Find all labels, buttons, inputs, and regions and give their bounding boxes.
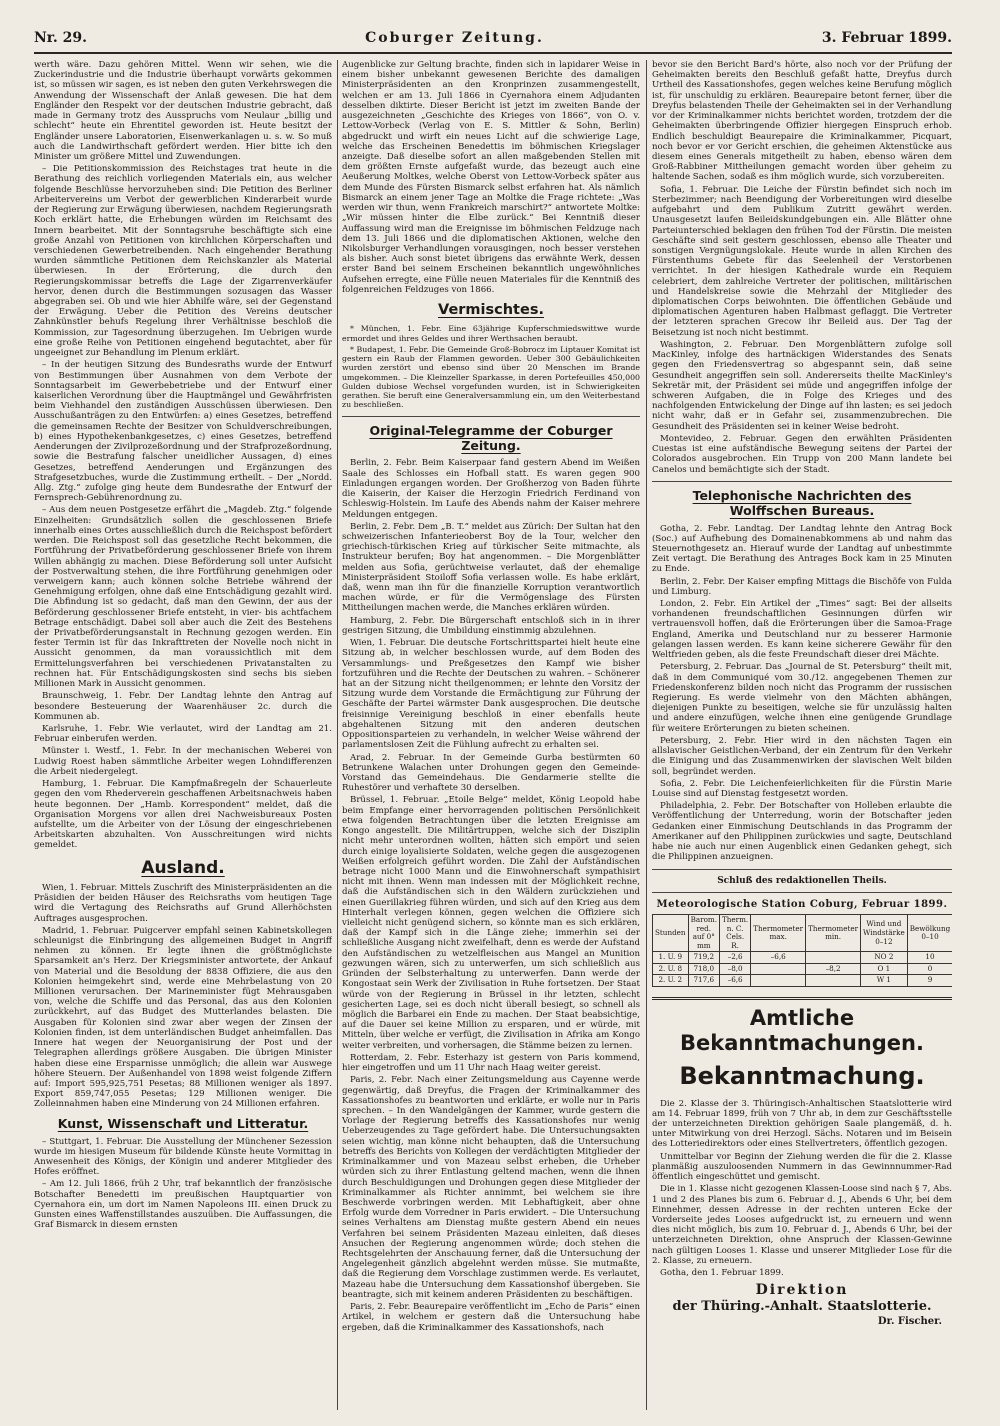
table-cell: 718,0 — [688, 963, 719, 975]
section-heading-wolff: Telephonische Nachrichten des Wolffschen Bureaus. — [692, 487, 912, 518]
telegram: Arad, 2. Februar. In der Gemeinde Gurba bestürmten 60 Betrunkene Walachen unter Drohungen gegen den Gemeinde-Vorstand das Gemeindehaus. Die Gendarmerie stellte die Ruhestörer und verhaftete 30 derselben. — [342, 752, 640, 794]
weather-header-cell: Thermometer min. — [806, 915, 861, 952]
telegram: Paris, 2. Febr. Nach einer Zeitungsmeldung aus Cayenne werde gegenwärtig, daß Dreyfus, die Fragen der Kriminalkammer des Kassationshofes zu beantworten und erklärte, er wolle nur in Paris sprechen. – In den Wandelgängen der Kammer, wurde gestern die Vorlage der Regierung betreffs des Kassationshofes nur wenig Ueberzeugendes zu Tage gefördert habe. Die Untersuchungsakten seien wichtig, man könne nicht behaupten, daß die Untersuchung betreffs des Berichts von Kollegen der verdächtigten Mitglieder der Kriminalkammer und von Mazeau selbst erheben, die Urheber würden sich zu ihrer Entlastung geltend machen, wenn die ihnen durch Beschuldigungen und Drohungen gegen diese Mitglieder der Kriminalkammer als Richter annimmt, bei welchem sie ihre Beschwerde vorbringen werden. Mit Lebhaftigkeit, aber ohne Erfolg wurde dem Vorredner in Paris erwidert. – Die Untersuchung seines Verhaltens am Dienstag mußte gestern Abend ein neues Verfahren bei seinem Präsidenten Mazeau einleiten, daß dieses Ansuchen der Regierung angenommen würde; doch stehen die Rechtsgelehrten der Anschauung ferner, daß die Untersuchung der Angelegenheit gänzlich abgelehnt werden müsse. Sie mutmaßte, daß die Regierung dem Vorschlage zustimmen werde. Es verlautet, Mazeau habe die Untersuchung dem Kassationshof übergeben. Sie beantragte, sich mit keinem anderen Präsidenten zu beschäftigen. — [342, 1075, 640, 1300]
signature-direktion: Direktion — [755, 1282, 849, 1299]
telegram: Berlin, 2. Febr. Beim Kaiserpaar fand gestern Abend im Weißen Saale des Schlosses ein Hofball statt. Es waren gegen 900 Einladungen ergangen worden. Der Großherzog von Baden führte die Kaiserin, der Kaiser die Herzogin Friedrich Ferdinand von Schleswig-Holstein. Im Laufe des Abends nahm der Kaiser mehrere Meldungen entgegen. — [342, 458, 640, 520]
table-row — [653, 975, 953, 987]
section-divider — [652, 892, 952, 893]
telegram: Gotha, 2. Febr. Landtag. Der Landtag lehnte den Antrag Bock (Soc.) auf Aufhebung des Domainenabkommens ab und nahm das Steuernothgesetz an. Hierauf wurde der Landtag auf unbestimmte Zeit vertagt. Die Berathung des Antrages Bock kam in 25 Minuten zu Ende. — [652, 523, 952, 575]
section-divider — [342, 416, 640, 417]
article-paragraph: werth wäre. Dazu gehören Mittel. Wenn wir sehen, wie die Zuckerindustrie und die Industrie überhaupt vorwärts gekommen ist, so müssen wir sagen, es ist neben den guten Verkehrswegen die Anwendung der Wissenschaft der Anlaß gewesen. Die hat dem Engländer den Respekt vor der deutschen Industrie gebracht, daß made in Germany trotz des Ausspruchs vom Neulaur „billig und schlecht“ heute ein Ehrentitel geworden ist. Heute besitzt der Engländer unsere Laboratorien, Eisenwerkanlagen u. s. w. So muß auch die Landwirthschaft gefördert werden. Hier bitte ich den Minister um größere Mittel und Zuwendungen. — [34, 60, 332, 162]
telegram: Petersburg, 2. Febr. Hier wird in den nächsten Tagen ein allslavischer Geistlichen-Verband, der ein Zentrum für den Verkehr die Einigung und das Zusammenwirken der slavischen Welt bilden soll, begründet werden. — [652, 735, 952, 777]
table-cell: 719,2 — [688, 952, 719, 964]
masthead — [34, 24, 952, 54]
announcement-place-date: Gotha, den 1. Februar 1899. — [660, 1268, 784, 1279]
column-rule-left — [337, 60, 338, 1410]
weather-header-cell: Wind und Windstärke 0–12 — [861, 915, 908, 952]
news-brief: Madrid, 1. Februar. Puigcerver empfahl seinen Kabinetskollegen schleunigst die Einbringung des allgemeinen Budget in Angriff nehmen zu können. Er legte ihnen die größtmöglichste Sparsamkeit an's Herz. Der Kriegsminister antwortete, der Ankauf von Material und die Besoldung der 8838 Offiziere, die aus den Kolonien heimgekehrt sind, werde eine Mehrbelastung von 20 Millionen verursachen. Der Marineminister fügt Mehrausgaben von, welche die Schiffe und das Personal, das aus den Kolonien zurückkehrt, auf das Budget des Mutterlandes belasten. Die Ausgaben für Kolonien sind zwar aber wegen der Zinsen der Kolonien finden, ist dem unterländischen Budget anheimfallen. Das Innere hat wegen der Neuorganisirung der Post und der Telegraphen allerdings größere Ausgaben. Die übrigen Minister haben diese eine Ersparnisse unmöglich; die allein war Auswege höhere Steuern. Der Außenhandel von 1898 weist folgende Ziffern auf: Import 595,925,751 Pesetas; 88 Millionen weniger als 1897. Export 859,747,055 Pesetas; 129 Millionen weniger. Die Zolleinnahmen haben eine Minderung von 24 Millionen erfahren. — [34, 925, 332, 1110]
weather-table-title: Meteorologische Station Coburg, Februar 1899. — [656, 899, 948, 911]
article-paragraph: – Aus dem neuen Postgesetze erfährt die „Magdeb. Ztg.“ folgende Einzelheiten: Grundsätzlich sollen die geschlossenen Briefe innerhalb eines Ortes ausschließlich durch die Reichspost befördert werden. Die Reichspost soll das gesetzliche Recht bekommen, die Fortführung der Privatbeförderung geschlossener Briefe von ihrem Willen abhängig zu machen. Diese Beförderung soll unter Aufsicht der Postverwaltung stehen, die ihre Fortführung genehmigen oder verweigern kann; auch können solche Betriebe während der Genehmigung erfolgen, ohne daß eine Entschädigung gezahlt wird. Die Abfindung ist so gedacht, daß man den Gewinn, der aus der Beförderung geschlossener Briefe entsteht, in vier- bis achtfachem Betrage entschädigt. Dabei soll aber auch die Zeit des Bestehens der Privatbeförderungsanstalt in Rechnung gezogen werden. Ein fester Termin ist für das Inkrafttreten der Novelle noch nicht in Aussicht genommen, da man voraussichtlich mit dem Ermittelungsverfahren bei verschiedenen Privatanstalten zu rechnen hat. Für Entschädigungskosten sind sechs bis sieben Millionen Mark in Aussicht genommen. — [34, 505, 332, 690]
telegram: Sofia, 2. Febr. Die Leichenfeierlichkeiten für die Fürstin Marie Louise sind auf Dienstag festgesetzt worden. — [652, 778, 952, 799]
table-cell: 1. U. 9 — [653, 952, 689, 964]
weather-header-cell: Thermometer max. — [751, 915, 806, 952]
table-cell — [806, 975, 861, 987]
issue-number: Nr. 29. — [34, 30, 87, 46]
table-cell: 717,6 — [688, 975, 719, 987]
telegram: Philadelphia, 2. Febr. Der Botschafter von Holleben erlaubte die Veröffentlichung der Unterredung, worin der Botschafter jeden Gedanken einer Einmischung Deutschlands in das Programm der Amerikaner auf den Philippinen zurückwies und sagte, Deutschland habe nie auch nur einen Augenblick einen Gedanken gehegt, sich die Philippinen anzueignen. — [652, 801, 952, 863]
telegram: London, 2. Febr. Ein Artikel der „Times“ sagt: Bei der allseits vorhandenen freundschaftlichen Gesinnungen dürfen wir vertrauensvoll hoffen, daß die Erörterungen über die Samoa-Frage England, Amerika und Deutschland nur zu besserer Harmonie gelangen lassen werden. Es kann keine sicherere Gewähr für den Weltfrieden geben, als die feste Freundschaft dieser drei Mächte. — [652, 599, 952, 661]
table-row — [653, 952, 953, 964]
announcement-paragraph: Unmittelbar vor Beginn der Ziehung werden die für die 2. Klasse planmäßig auszuloosenden Nummern in das Gewinnnummer-Rad öffentlich eingeschüttet und gemischt. — [652, 1151, 952, 1183]
telegram: Washington, 2. Februar. Den Morgenblättern zufolge soll MacKinley, infolge des hartnäckigen Widerstandes des Senats gegen den Friedensvertrag so abgespannt sein, daß seine Gesundheit angegriffen sein soll. Andererseits theilte MacKinley's Sekretär mit, der Präsident sei müde und angegriffen infolge der schweren Aufgaben, die in Folge des Krieges und des nachfolgenden Entwickelung der Dinge auf ihn lasten; es sei jedoch nicht wahr, daß er in Gefahr sei, zusammenzubrechen. Die Gesundheit des Präsidenten sei in keiner Weise bedroht. — [652, 339, 952, 432]
table-cell: –6,6 — [720, 975, 751, 987]
table-cell: –6,6 — [751, 952, 806, 964]
telegram: Rotterdam, 2. Febr. Esterhazy ist gestern von Paris kommend, hier eingetroffen und um 11 Uhr nach Haag weiter gereist. — [342, 1052, 640, 1074]
newspaper-title: Coburger Zeitung. — [365, 30, 544, 46]
announcement-paragraph: Die in 1. Klasse nicht gezogenen Klassen-Loose sind nach § 7, Abs. 1 und 2 des Planes bis zum 6. Februar d. J., Abends 6 Uhr, bei dem Einnehmer, dessen Adresse in der rechten unteren Ecke der Vorderseite jedes Looses aufgedruckt ist, zu erneuern und wenn dies nicht möglich, bis zum 10. Februar d. J., Abends 6 Uhr, bei der unterzeichneten Direktion, ohne Anspruch der Klassen-Gewinne nach gültigen Looses 1. Klasse und unserer Mitglieder Lose für die 2. Klasse, zu erneuern. — [652, 1184, 952, 1266]
news-brief: – Stuttgart, 1. Februar. Die Ausstellung der Münchener Sezession wurde im hiesigen Museum für bildende Künste heute Vormittag in Anwesenheit des Königs, der Königin und anderer Mitglieder des Hofes eröffnet. — [34, 1136, 332, 1178]
section-heading-kunst: Kunst, Wissenschaft und Litteratur. — [57, 1115, 309, 1131]
telegram: Montevideo, 2. Februar. Gegen den erwählten Präsidenten Cuestas ist eine aufständische Bewegung seitens der Partei der Colorados ausgebrochen. Ein Trupp von 200 Mann landete bei Canelos und bemächtigte sich der Stadt. — [652, 433, 952, 475]
section-heading-telegrams: Original-Telegramme der Coburger Zeitung. — [369, 422, 613, 453]
table-cell — [751, 963, 806, 975]
weather-header-row — [653, 915, 953, 952]
news-brief: Braunschweig, 1. Febr. Der Landtag lehnte den Antrag auf besondere Besteuerung der Waarenhäuser 2c. durch die Kommunen ab. — [34, 691, 332, 722]
signature-organisation: der Thüring.-Anhalt. Staatslotterie. — [672, 1298, 932, 1314]
table-cell — [751, 975, 806, 987]
news-brief: – Am 12. Juli 1866, früh 2 Uhr, traf bekanntlich der französische Botschafter Benedetti im preußischen Hauptquartier von Cyernahora ein, um dort im Namen Napoleons III. einen Druck zu Gunsten eines Waffenstillstandes auszuüben. Die Auffassungen, die Graf Bismarck in diesem ernsten — [34, 1179, 332, 1231]
table-cell: 0 — [907, 963, 952, 975]
announcement-paragraph: Die 2. Klasse der 3. Thüringisch-Anhaltischen Staatslotterie wird am 14. Februar 1899, früh von 7 Uhr ab, in dem zur Geschäftsstelle der unterzeichneten Direktion gehörigen Saale plangemäß, d. h. unter Mitwirkung von drei Herzogl. Sächs. Notaren und im Beisein des Lotteriedirektors oder eines Stellvertreters, öffentlich gezogen. — [652, 1098, 952, 1150]
telegram: Paris, 2. Febr. Beaurepaire veröffentlicht im „Echo de Paris“ einen Artikel, in welchem er gestern daß die Untersuchung habe ergeben, daß die Kriminalkammer des Kassationshofs, nach — [342, 1302, 640, 1333]
news-brief: * München, 1. Febr. Eine 63jährige Kupferschmiedswittwe wurde ermordet und ihres Geldes und ihrer Werthsachen beraubt. — [342, 324, 640, 343]
telegram: Sofia, 1. Februar. Die Leiche der Fürstin befindet sich noch im Sterbezimmer; nach Beendigung der Vorbereitungen wird dieselbe aufgebahrt und dem Publikum Zutritt gewährt werden. Unausgesetzt laufen Beileidskundgebungen ein. Alle Blätter ohne Parteiunterschied beklagen den frühen Tod der Fürstin. Die meisten Geschäfte sind seit gestern geschlossen, ebenso alle Theater und sonstigen Vergnügungslokale. Heute wurde in allen Kirchen des Fürstenthums Gebete für das Seelenheil der Verstorbenen verrichtet. In der hiesigen Kathedrale wurde ein Requiem celebriert, dem zahlreiche Vertreter der politischen, militärischen und Handelskreise sowie die Mehrzahl der Mitglieder des diplomatischen Corps beiwohnten. Die öffentlichen Gebäude und diplomatischen Agenturen haben Halbmast geflaggt. Die Vertreter der letzteren sprachen Grecow ihr Beileid aus. Der Tag der Beisetzung ist noch nicht bestimmt. — [652, 184, 952, 338]
column-3 — [652, 60, 952, 1410]
news-brief: Wien, 1. Februar. Mittels Zuschrift des Ministerpräsidenten an die Präsidien der beiden Häuser des Reichsraths vom heutigen Tage wird die Vertagung des Reichsraths auf Grund Allerhöchsten Auftrages ausgesprochen. — [34, 882, 332, 924]
weather-header-cell: Barom. red. auf 0° mm — [688, 915, 719, 952]
table-cell: 2. U. 2 — [653, 975, 689, 987]
table-cell: 9 — [907, 975, 952, 987]
article-paragraph: bevor sie den Bericht Bard's hörte, also noch vor der Prüfung der Geheimakten bereits den Beschluß gefaßt hatte, Dreyfus durch Urtheil des Kassationshofes, gegen welches keine Berufung möglich ist, für unschuldig zu erklären. Beaurepaire betont ferner, über die Dreyfus belastenden Theile der Geheimakten sei in der Verhandlung vor der Kriminalkammer nichts berichtet worden, trotzdem der die Geheimakten überbringende Offizier hiergegen Einspruch erhob. Endlich beschuldigt Beaurepaire die Kriminalkammer, Picquart, noch bevor er vor Gericht erschien, die geheimen Aktenstücke aus diesem eines Generals mitgetheilt zu haben, ebenso wären dem Groß-Rabbiner Mittheilungen gemacht worden über geheim zu haltende Sachen, sodaß es ihm möglich wurde, sich vorzubereiten. — [652, 60, 952, 183]
table-cell: 10 — [907, 952, 952, 964]
section-heading-amtliche: Amtliche Bekanntmachungen. — [652, 997, 952, 1056]
weather-header-cell: Bewölkung 0–10 — [907, 915, 952, 952]
issue-date: 3. Februar 1899. — [821, 30, 952, 46]
telegram: Wien, 1. Februar. Die deutsche Fortschrittspartei hielt heute eine Sitzung ab, in welcher beschlossen wurde, auf dem Boden des Versammlungs- und Preßgesetzes den Kampf wie bisher fortzuführen und die Rechte der Deutschen zu wahren. – Schönerer hat an der Sitzung nicht theilgenommen; er lehnte den Vorsitz der Sitzung wurde dem Vorstande die Ermächtigung zur Führung der Geschäfte der Partei wärmster Dank ausgesprochen. Die deutsche freisinnige Vereinigung beschloß in einer ebenfalls heute abgehaltenen Sitzung mit den anderen deutschen Oppositionsparteien zu verhandeln, in welcher Weise während der parlamentslosen Zeit die Fühlung aufrecht zu erhalten sei. — [342, 638, 640, 751]
table-cell: 2. U. 8 — [653, 963, 689, 975]
signature-name: Dr. Fischer. — [877, 1316, 942, 1328]
table-cell: –2,6 — [720, 952, 751, 964]
telegram: Brüssel, 1. Februar. „Etoile Belge“ meldet, König Leopold habe beim Empfange einer hervorragenden politischen Persönlichkeit etwa folgenden Betrachtungen über die letzten Ereignisse am Kongo angestellt. Die Militärtruppen, welche sich der Disziplin nicht mehr unterordnen wollten, hätten sich empört und seien durch einige loyalisierte Soldaten, welche gegen die ausgezogenen Weißen erfolgreich geführt worden. Die Zahl der Aufständischen betrage nicht 1000 Mann und die Einwohnerschaft sympathisirt nicht mit ihnen. Wenn man indessen mit der Möglichkeit rechne, daß die Aufständischen sich in den Wäldern zurückziehen und einen Guerillakrieg führen würden, und sich auf den Krieg aus dem Hinterhalt verlegen können, gegen welchen die Offiziere sich vielleicht nicht genügend sichern, so könnte man es sich erklären, daß der Kampf sich in die Länge ziehe; immerhin sei der schließliche Ausgang nicht zweifelhaft, denn es werde der Aufstand den Aufständischen zu wetzelfleischen aus Mangel an Munition gezwungen wären, sich zu unterwerfen, um sich schließlich aus Gründen der Selbsterhaltung zu unterwerfen. Dann werde der Kongostaat sein Werk der Zivilisation in Ruhe fortsetzen. Der Staat würde von der Regierung in Brüssel in ihr letzten, schlecht gesicherten Lage, sei es doch nicht überall besiegt, so schnell als möglich die Barbarei ein Ende zu machen. Der Staat beabsichtige, auf die Dauer sei keine Million zu ersparen, und er würde, mit Mitteln, über welche er verfügt, die Zivilisation in Afrika am Kongo weiter verbreiten, und vorhersagen, die Stämme beizen zu lernen. — [342, 795, 640, 1051]
table-cell: –8,0 — [720, 963, 751, 975]
telegram: Berlin, 2. Febr. Der Kaiser empfing Mittags die Bischöfe von Fulda und Limburg. — [652, 576, 952, 597]
news-brief: Münster i. Westf., 1. Febr. In der mechanischen Weberei von Ludwig Roest haben sämmtliche Arbeiter wegen Lohndifferenzen die Arbeit niedergelegt. — [34, 746, 332, 777]
news-brief: Hamburg, 1. Februar. Die Kampfmaßregeln der Schauerleute gegen den vom Rhederverein geschaffenen Arbeitsnachweis haben heute begonnen. Der „Hamb. Korrespondent“ meldet, daß die Organisation Morgens vor allen drei Nachweisbureaux Posten aufstellte, um die Arbeiter von der Lösung der eingeschriebenen Arbeitskarten abzuhalten. Von Ausschreitungen wird nichts gemeldet. — [34, 779, 332, 851]
section-heading-ausland: Ausland. — [141, 857, 225, 878]
telegram: Petersburg, 2. Februar. Das „Journal de St. Petersburg“ theilt mit, daß in dem Communiqué vom 30./12. angegebenen Themen zur Friedenskonferenz bilden noch nicht das Programm der russischen Regierung. Es werde vielmehr von den Mächten abhängen, diejenigen Punkte zu beseitigen, welche sie für unzulässig halten und andere einzufügen, welche ihnen eine genügende Grundlage für weitere Erörterungen zu bieten scheinen. — [652, 662, 952, 734]
telegram: Hamburg, 2. Febr. Die Bürgerschaft entschloß sich in in ihrer gestrigen Sitzung, die Umbildung einstimmig abzulehnen. — [342, 615, 640, 636]
announcement-title: Bekanntmachung. — [679, 1062, 925, 1090]
article-paragraph: – Die Petitionskommission des Reichstages trat heute in die Berathung des reichlich vorliegenden Materials ein, aus welcher folgende Beschlüsse hervorzuheben sind: Die Petition des Berliner Arbeitervereins um Verbot der gewerblichen Kinderarbeit wurde der Regierung zur Erwägung überwiesen, nachdem Regierungsrath Koch erklärt hatte, die Erhebungen würden im Reichsamt des Innern bearbeitet. Mit der Sonntagsruhe beschäftigte sich eine große Anzahl von Petitionen von kirchlichen Körperschaften und verschiedenen Gewerbetreibenden. Nach eingehender Berathung wurden sämmtliche Petitionen dem Reichskanzler als Material überwiesen. In der Erörterung, die durch den Regierungskommissar betreffs die Lage der Zigarrenverkäufer hervor, denen durch die Bestimmungen sozusagen das Wasser abgegraben sei. Ob und wie hier Abhilfe wäre, sei der Gegenstand der Erwägung. Ueber die Petition des Vereins deutscher Zahnkünstler behufs Regelung ihrer Verhältnisse beschloß die Kommission, zur Tagesordnung überzugehen. Im Uebrigen wurde eine große Reihe von Petitionen eingehend begutachtet, aber für ungeeignet zur Behandlung im Plenum erklärt. — [34, 164, 332, 359]
editorial-end-note: Schluß des redaktionellen Theils. — [717, 875, 887, 886]
table-cell: O 1 — [861, 963, 908, 975]
article-paragraph: Augenblicke zur Geltung brachte, finden sich in lapidarer Weise in einem bisher unbekannt gewesenen Berichte des damaligen Ministerpräsidenten an den Kronprinzen zusammengestellt, welchen er am 13. Juli 1866 in Cyernahora einem Adjudanten desselben diktirte. Dieser Bericht ist jetzt im zweiten Bande der ausgezeichneten „Geschichte des Krieges von 1866“, von O. v. Lettow-Vorbeck (Verlag von E. S. Mittler & Sohn, Berlin) abgedruckt und wirft ein neues Licht auf die schwierige Lage, welche das Erscheinen Benedettis im böhmischen Kriegslager anzeigte. Daß dieselbe sofort an allen maßgebenden Stellen mit dem größten Ernste aufgefaßt wurde, das bezeugt auch eine Aeußerung Moltkes, welche Oberst von Lettow-Vorbeck später aus dem Munde des Fürsten Bismarck selbst erfahren hat. Als nämlich Bismarck an einem jener Tage an Moltke die Frage richtete: „Was werden wir thun, wenn Frankreich marschirt?“ antwortete Moltke: „Wir müssen hinter die Elbe zurück.“ Bei Kenntniß dieser Auffassung wird man die Ereignisse im böhmischen Feldzuge nach dem 13. Juli 1866 und die diplomatischen Aktionen, welche den Nikolsburger Verhandlungen vorausgingen, noch besser verstehen als bisher. Auch sonst bietet übrigens das erwähnte Werk, dessen erster Band bei seinem Erscheinen bekanntlich ungewöhnliches Aufsehen erregte, eine Fülle neuen Materiales für die Kenntniß des folgenreichen Feldzuges von 1866. — [342, 60, 640, 295]
telegram: Berlin, 2. Febr. Dem „B. T.“ meldet aus Zürich: Der Sultan hat den schweizerischen Infanterieoberst Boy de la Tour, welcher den griechisch-türkischen Krieg auf türkischer Seite mitmachte, als Instrukteur berufen; Boy hat angenommen. – Die Morgenblätter melden aus Sofia, gerüchtweise verlautet, daß der ehemalige Ministerpräsident Stoiloff Sofia verlassen wolle. Es habe erklärt, daß, wenn man ihn für die finanzielle Korruption verantwortlich machen würde, er für die Vermögenslage des Fürsten Mittheilungen machen werde, die Manches erklären würden. — [342, 521, 640, 614]
weather-header-cell: Stunden — [653, 915, 689, 952]
table-cell: NO 2 — [861, 952, 908, 964]
table-row — [653, 963, 953, 975]
column-2 — [342, 60, 640, 1410]
weather-header-cell: Therm. n. C. Cels. R. — [720, 915, 751, 952]
news-brief: Karlsruhe, 1. Febr. Wie verlautet, wird der Landtag am 21. Februar einberufen werden. — [34, 724, 332, 745]
article-paragraph: – In der heutigen Sitzung des Bundesraths wurde der Entwurf von Bestimmungen über Ausnahmen von dem Verbote der Sonntagsarbeit im Gewerbebetriebe und der Entwurf einer kaiserlichen Verordnung über die Hauptmängel und Gewährfristen beim Viehhandel den zuständigen Ausschüssen überwiesen. Den Ausschußanträgen zu den Entwürfen: a) eines Gesetzes, betreffend die gemeinsamen Rechte der Besitzer von Schuldverschreibungen, b) eines Hypothekenbankgesetzes, c) eines Gesetzes, betreffend Aenderungen der Zivilprozeßordnung und der Strafprozeßordnung, sowie die Bestrafung falscher uneidlicher Aussagen, d) eines Gesetzes, betreffend Aenderungen und Ergänzungen des Strafgesetzbuches, wurde die Zustimmung ertheilt. – Der „Nordd. Allg. Ztg.“ zufolge ging heute dem Bundesrathe der Entwurf der Fernsprech-Gebührenordnung zu. — [34, 360, 332, 504]
section-heading-vermischtes: Vermischtes. — [438, 302, 544, 319]
section-divider — [652, 481, 952, 482]
table-cell: –8,2 — [806, 963, 861, 975]
table-cell: W 1 — [861, 975, 908, 987]
weather-table — [652, 914, 952, 987]
table-cell — [806, 952, 861, 964]
column-1 — [34, 60, 332, 1410]
section-divider — [652, 869, 952, 870]
news-brief: * Budapest, 1. Febr. Die Gemeinde Groß-Bobrocz im Liptauer Komitat ist gestern ein Raub der Flammen geworden. Ueber 300 Gebäulichkeiten wurden zerstört und ebenso sind über 20 Menschen im Brande umgekommen. – Die Kleinzeller Sparkasse, in deren Portefeuilles 450,000 Gulden dubiose Wechsel vorgefunden wurden, ist in Schwierigkeiten gerathen. Sie beruft eine Generalversammlung ein, um den Weiterbestand zu beschließen. — [342, 344, 640, 410]
column-rule-right — [646, 60, 647, 1410]
